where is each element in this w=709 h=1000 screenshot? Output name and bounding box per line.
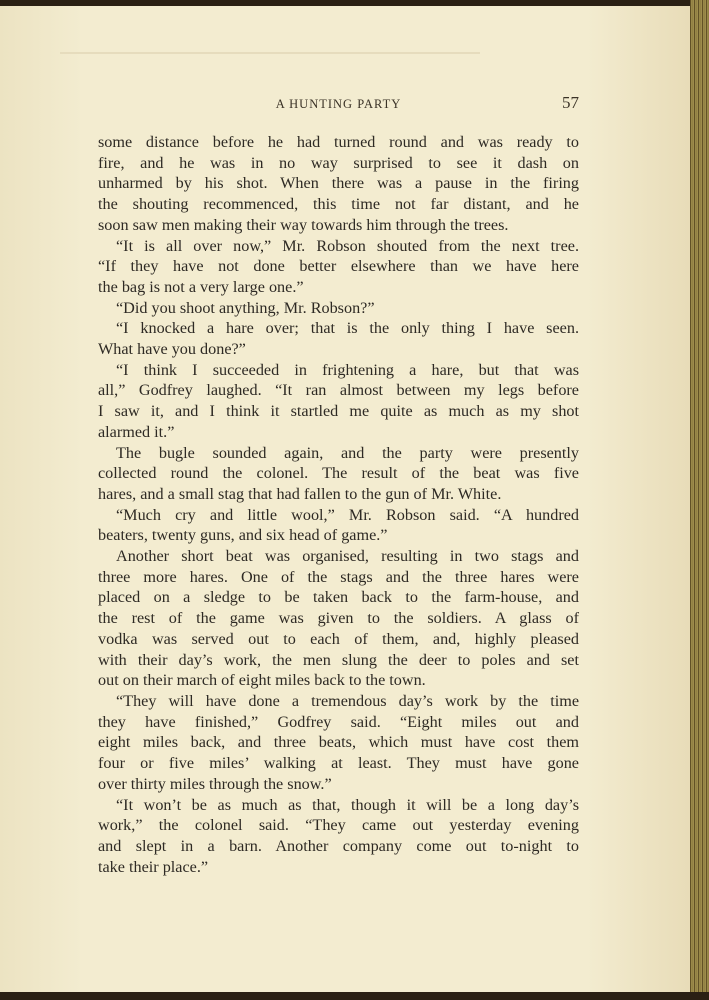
text-line: the shouting recommenced, this time not far distant, and he bbox=[98, 195, 579, 214]
text-line: vodka was served out to each of them, and, highly pleased bbox=[98, 629, 579, 648]
text-line: “It won’t be as much as that, though it will be a long day’s bbox=[116, 795, 579, 814]
text-line: the rest of the game was given to the soldiers. A glass of bbox=[98, 609, 579, 628]
text-line: “I knocked a hare over; that is the only thing I have seen. bbox=[116, 319, 579, 338]
text-line: unharmed by his shot. When there was a pause in the firing bbox=[98, 174, 579, 193]
text-line: with their day’s work, the men slung the deer to poles and set bbox=[98, 650, 579, 669]
page-number: 57 bbox=[562, 93, 579, 112]
page-fold bbox=[60, 52, 480, 54]
text-line: some distance before he had turned round and was ready to bbox=[98, 133, 579, 151]
text-line: “Did you shoot anything, Mr. Robson?” bbox=[116, 298, 375, 317]
text-line: The bugle sounded again, and the party were presently bbox=[116, 443, 579, 462]
body-text bbox=[98, 132, 579, 877]
text-line: the bag is not a very large one.” bbox=[98, 277, 304, 296]
text-line: three more hares. One of the stags and the three hares were bbox=[98, 567, 579, 586]
text-line: out on their march of eight miles back to the town. bbox=[98, 671, 426, 690]
text-line: all,” Godfrey laughed. “It ran almost between my legs before bbox=[98, 381, 579, 400]
text-line: fire, and he was in no way surprised to see it dash on bbox=[98, 153, 579, 172]
text-line: Another short beat was organised, resulting in two stags and bbox=[116, 547, 579, 566]
page-bottom-edge bbox=[0, 992, 709, 1000]
text-line: “I think I succeeded in frightening a hare, but that was bbox=[116, 360, 579, 379]
text-line: take their place.” bbox=[98, 857, 209, 876]
text-line: and slept in a barn. Another company come out to-night to bbox=[98, 836, 579, 855]
text-line: hares, and a small stag that had fallen to the gun of Mr. White. bbox=[98, 484, 502, 503]
text-line: “They will have done a tremendous day’s work by the time bbox=[116, 691, 579, 710]
book-spine-edge bbox=[690, 0, 709, 1000]
text-line: four or five miles’ walking at least. They must have gone bbox=[98, 754, 579, 773]
text-line: placed on a sledge to be taken back to the farm-house, and bbox=[98, 588, 579, 607]
text-line: What have you done?” bbox=[98, 340, 246, 359]
text-line: over thirty miles through the snow.” bbox=[98, 774, 332, 793]
text-line: “It is all over now,” Mr. Robson shouted from the next tree. bbox=[116, 236, 579, 255]
text-line: eight miles back, and three beats, which must have cost them bbox=[98, 733, 579, 752]
running-head: A HUNTING PARTY bbox=[275, 97, 402, 111]
text-line: “Much cry and little wool,” Mr. Robson said. “A hundred bbox=[116, 505, 579, 524]
text-line: alarmed it.” bbox=[98, 422, 175, 441]
book-page bbox=[0, 6, 690, 994]
text-line: soon saw men making their way towards him through the trees. bbox=[98, 215, 509, 234]
text-line: beaters, twenty guns, and six head of game.” bbox=[98, 526, 388, 545]
text-line: I saw it, and I think it startled me quite as much as my shot bbox=[98, 402, 579, 421]
text-line: collected round the colonel. The result of the beat was five bbox=[98, 464, 579, 483]
page-header bbox=[98, 93, 579, 117]
text-line: work,” the colonel said. “They came out yesterday evening bbox=[98, 816, 579, 835]
text-line: “If they have not done better elsewhere than we have here bbox=[98, 257, 579, 276]
text-line: they have finished,” Godfrey said. “Eight miles out and bbox=[98, 712, 579, 731]
